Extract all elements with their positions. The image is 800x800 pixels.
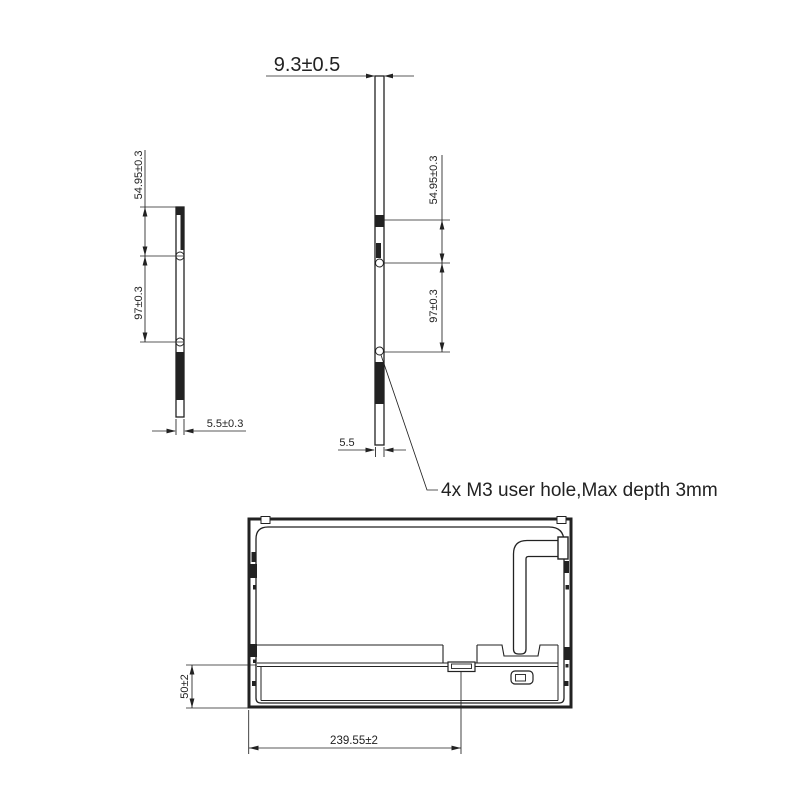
dim-label-connector-position: 239.55±2 bbox=[330, 735, 378, 747]
mounting-tab bbox=[251, 644, 258, 657]
dim-label-edge-offset: 5.5±0.3 bbox=[206, 418, 244, 430]
dim-label-top-to-hole: 54.95±0.3 bbox=[133, 150, 145, 200]
dim-label-thickness: 9.3±0.5 bbox=[273, 54, 341, 76]
bracket-cap bbox=[176, 207, 184, 215]
bracket-cap bbox=[376, 215, 384, 227]
pcb-block bbox=[376, 362, 384, 404]
mounting-tab bbox=[251, 564, 258, 578]
dim-label-hole-spacing: 97±0.3 bbox=[133, 286, 145, 320]
bracket-strip bbox=[181, 214, 185, 250]
mounting-tab bbox=[252, 552, 257, 562]
dim-label-pcb-height: 50±2 bbox=[179, 674, 191, 699]
frame-notch bbox=[261, 517, 270, 524]
mounting-tab bbox=[253, 660, 256, 664]
dim-label-top-to-hole: 54.95±0.3 bbox=[428, 155, 440, 205]
pcb-block bbox=[177, 352, 184, 400]
mounting-tab bbox=[253, 585, 257, 590]
mounting-tab bbox=[565, 681, 569, 686]
user-hole-note: 4x M3 user hole,Max depth 3mm bbox=[441, 480, 718, 501]
cable-edge-connector bbox=[558, 537, 568, 559]
interface-connector-pin bbox=[452, 664, 472, 669]
mounting-tab bbox=[252, 681, 256, 686]
bracket-strip bbox=[376, 243, 381, 258]
switch-connector-slot bbox=[516, 675, 526, 682]
mounting-hole bbox=[376, 347, 384, 355]
mounting-tab bbox=[564, 647, 570, 660]
dim-label-edge-offset: 5.5 bbox=[339, 437, 355, 449]
frame-notch bbox=[557, 517, 566, 524]
mounting-tab bbox=[566, 664, 569, 668]
dim-label-hole-spacing: 97±0.3 bbox=[428, 289, 440, 323]
mounting-tab bbox=[564, 561, 570, 573]
mounting-tab bbox=[566, 585, 570, 590]
mounting-hole bbox=[376, 259, 384, 267]
